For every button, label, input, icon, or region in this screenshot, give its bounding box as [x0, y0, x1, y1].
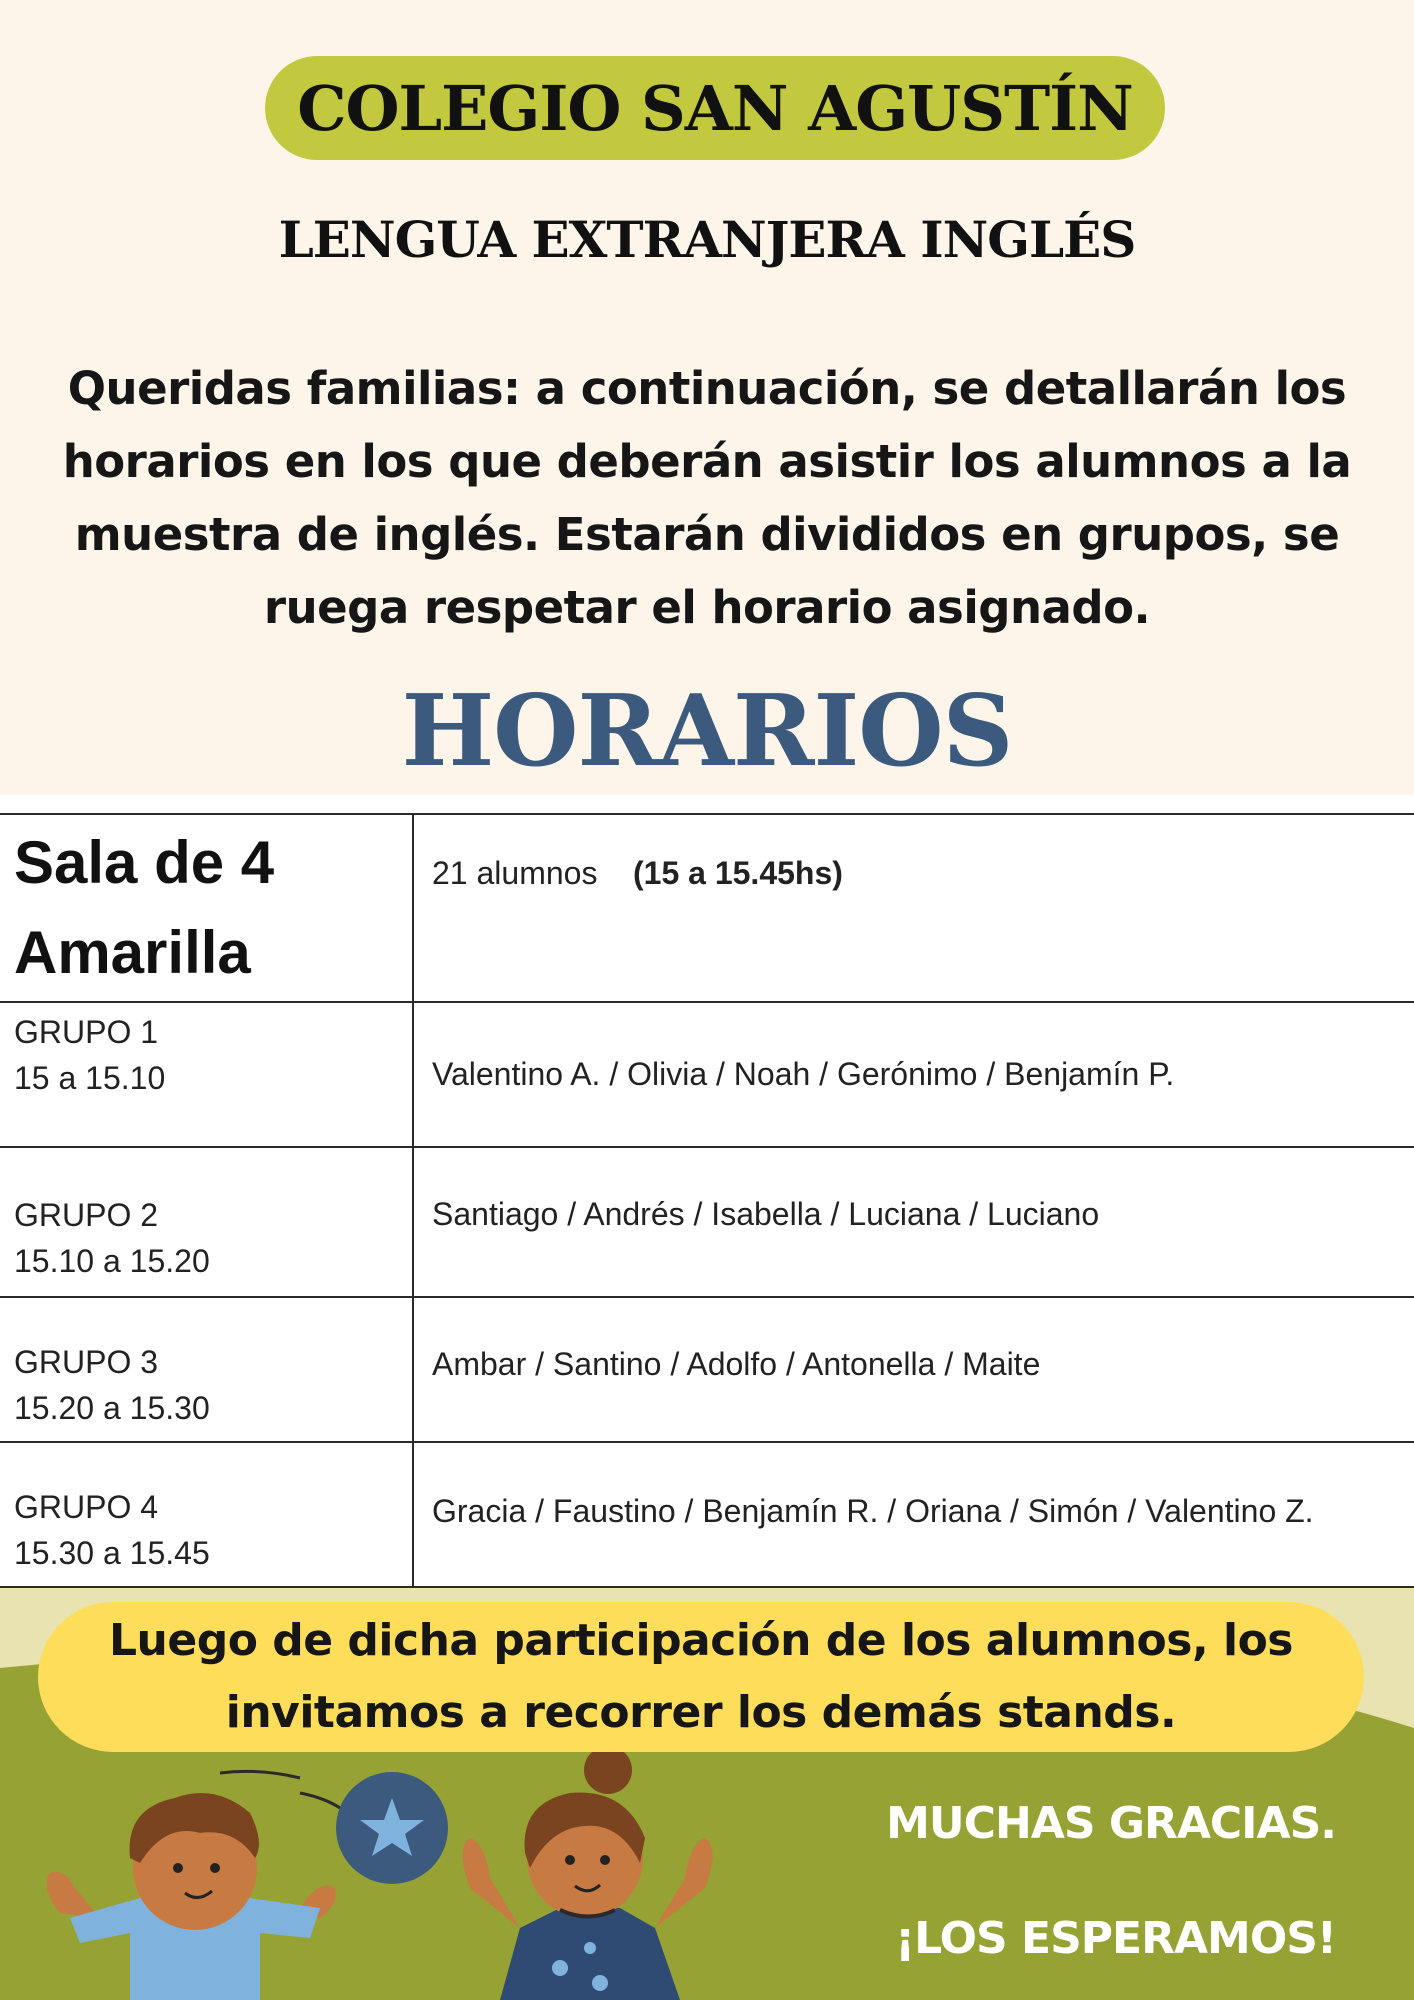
room-name-line2: Amarilla: [14, 919, 251, 986]
welcome-text: ¡LOS ESPERAMOS!: [895, 1913, 1336, 1964]
group-time: 15 a 15.10: [14, 1060, 166, 1096]
schedule-table: [0, 813, 1414, 1588]
table-header-row: [0, 814, 1414, 1002]
table-row: [0, 1002, 1414, 1147]
group-students: Gracia / Faustino / Benjamín R. / Oriana / Simón / Valentino Z.: [413, 1442, 1414, 1587]
room-name-line1: Sala de 4: [14, 829, 275, 896]
group-cell: [0, 1002, 413, 1147]
subject-title: LENGUA EXTRANJERA INGLÉS: [278, 210, 1136, 269]
group-students: Ambar / Santino / Adolfo / Antonella / Maite: [413, 1297, 1414, 1442]
group-students: Valentino A. / Olivia / Noah / Gerónimo / Benjamín P.: [413, 1002, 1414, 1147]
closing-note: Luego de dicha participación de los alumnos, los invitamos a recorrer los demás stands.: [109, 1615, 1293, 1738]
group-name: GRUPO 1: [14, 1014, 159, 1050]
group-cell: [0, 1147, 413, 1297]
group-cell: [0, 1442, 413, 1587]
group-cell: [0, 1297, 413, 1442]
table-row: [0, 1442, 1414, 1587]
schedule-area: [0, 795, 1414, 1590]
time-range: (15 a 15.45hs): [633, 855, 843, 891]
student-count: 21 alumnos: [432, 855, 598, 891]
closing-note-banner: [38, 1602, 1364, 1752]
table-row: [0, 1147, 1414, 1297]
group-name: GRUPO 2: [14, 1197, 159, 1233]
table-row: [0, 1297, 1414, 1442]
summary-cell: [413, 814, 1414, 1002]
group-time: 15.30 a 15.45: [14, 1535, 210, 1571]
group-time: 15.10 a 15.20: [14, 1243, 210, 1279]
intro-paragraph: Queridas familias: a continuación, se detallarán los horarios en los que deberán asistir los alumnos a la muestra de inglés. Estarán divididos en grupos, se ruega respetar el horario asignado.: [62, 362, 1352, 634]
group-name: GRUPO 3: [14, 1344, 159, 1380]
section-title: HORARIOS: [401, 674, 1013, 789]
star-ball-icon: [336, 1772, 448, 1884]
footer-area: [0, 1588, 1414, 2000]
group-time: 15.20 a 15.30: [14, 1390, 210, 1426]
thanks-text: MUCHAS GRACIAS.: [886, 1798, 1336, 1849]
group-students: Santiago / Andrés / Isabella / Luciana / Luciano: [413, 1147, 1414, 1297]
school-name: COLEGIO SAN AGUSTÍN: [297, 71, 1133, 145]
group-name: GRUPO 4: [14, 1489, 159, 1525]
school-name-banner: [265, 56, 1165, 160]
room-cell: [0, 814, 413, 1002]
